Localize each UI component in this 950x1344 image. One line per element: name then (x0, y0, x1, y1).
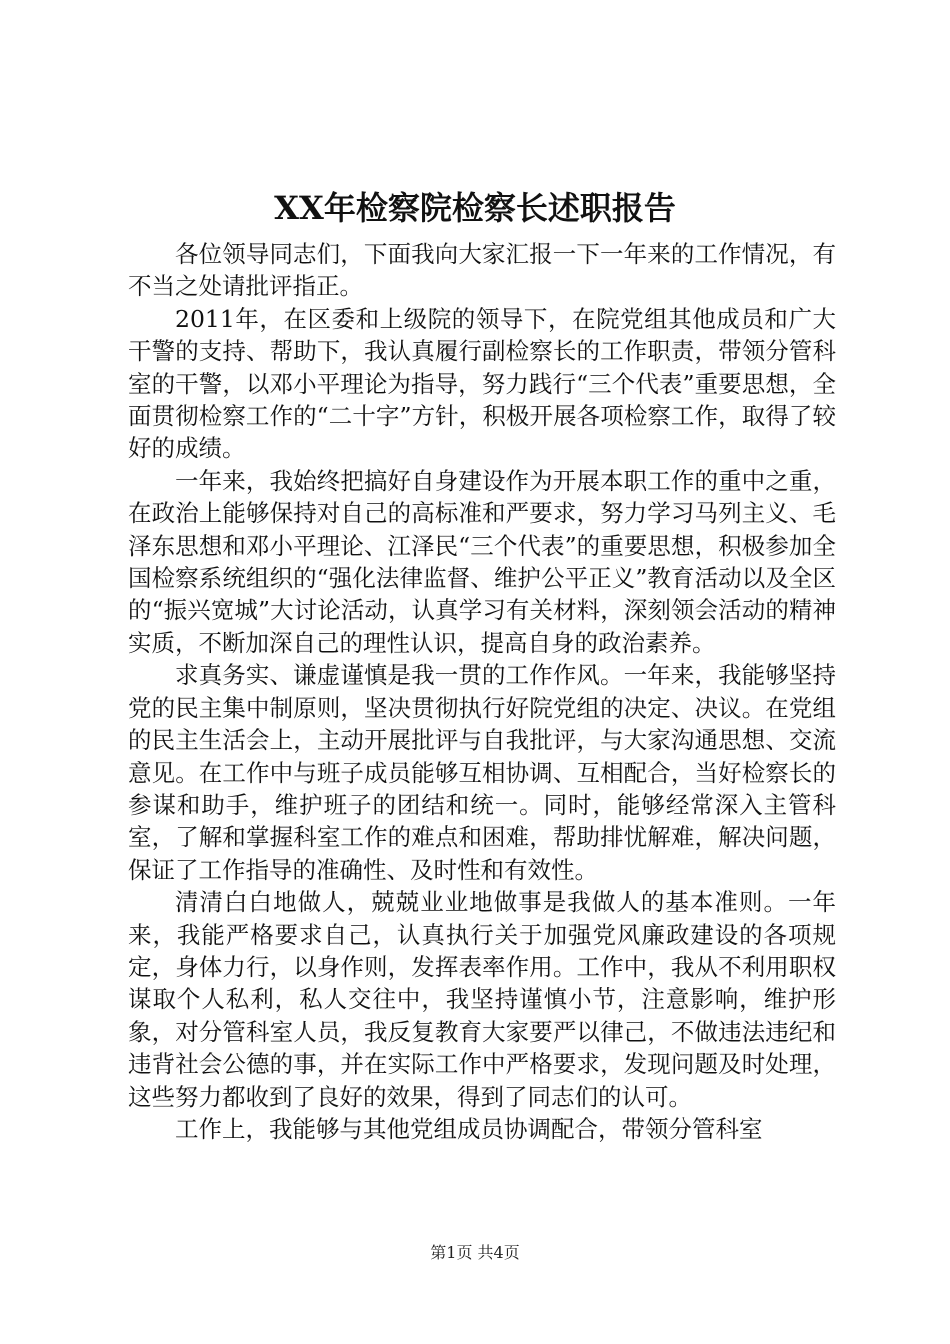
document-title: XX年检察院检察长述职报告 (274, 189, 676, 227)
paragraph-self-building: 一年来，我始终把搞好自身建设作为开展本职工作的重中之重，在政治上能够保持对自己的高标准和严要求，努力学习马列主义、毛泽东思想和邓小平理论、江泽民“三个代表”的重要思想，积极参加全国检察系统组织的“强化法律监督、维护公平正义”教育活动以及全区的“振兴宽城”大讨论活动，认真学习有关材料，深刻领会活动的精神实质，不断加深自己的理性认识，提高自身的政治素养。 (128, 466, 836, 657)
paragraph-work-continued: 工作上，我能够与其他党组成员协调配合，带领分管科室 (175, 1114, 763, 1143)
paragraph-integrity: 清清白白地做人，兢兢业业地做事是我做人的基本准则。一年来，我能严格要求自己，认真执行关于加强党风廉政建设的各项规定，身体力行，以身作则，发挥表率作用。工作中，我从不利用职权谋取个人私利，私人交往中，我坚持谨慎小节，注意影响，维护形象，对分管科室人员，我反复教育大家要严以律己，不做违法违纪和违背社会公德的事，并在实际工作中严格要求，发现问题及时处理，这些努力都收到了良好的效果，得到了同志们的认可。 (128, 888, 836, 1111)
document-body (128, 238, 836, 1145)
page-number-footer: 第1页 共4页 (430, 1243, 520, 1262)
paragraph-overview: 2011年，在区委和上级院的领导下，在院党组其他成员和广大干警的支持、帮助下，我认真履行副检察长的工作职责，带领分管科室的干警，以邓小平理论为指导，努力践行“三个代表”重要思想，全面贯彻检察工作的“二十字”方针，积极开展各项检察工作，取得了较好的成绩。 (128, 304, 836, 463)
paragraph-opening: 各位领导同志们，下面我向大家汇报一下一年来的工作情况，有不当之处请批评指正。 (128, 240, 836, 301)
paragraph-work-style: 求真务实、谦虚谨慎是我一贯的工作作风。一年来，我能够坚持党的民主集中制原则，坚决贯彻执行好院党组的决定、决议。在党组的民主生活会上，主动开展批评与自我批评，与大家沟通思想、交流意见。在工作中与班子成员能够互相协调、互相配合，当好检察长的参谋和助手，维护班子的团结和统一。同时，能够经常深入主管科室，了解和掌握科室工作的难点和困难，帮助排忧解难，解决问题，保证了工作指导的准确性、及时性和有效性。 (128, 661, 836, 884)
